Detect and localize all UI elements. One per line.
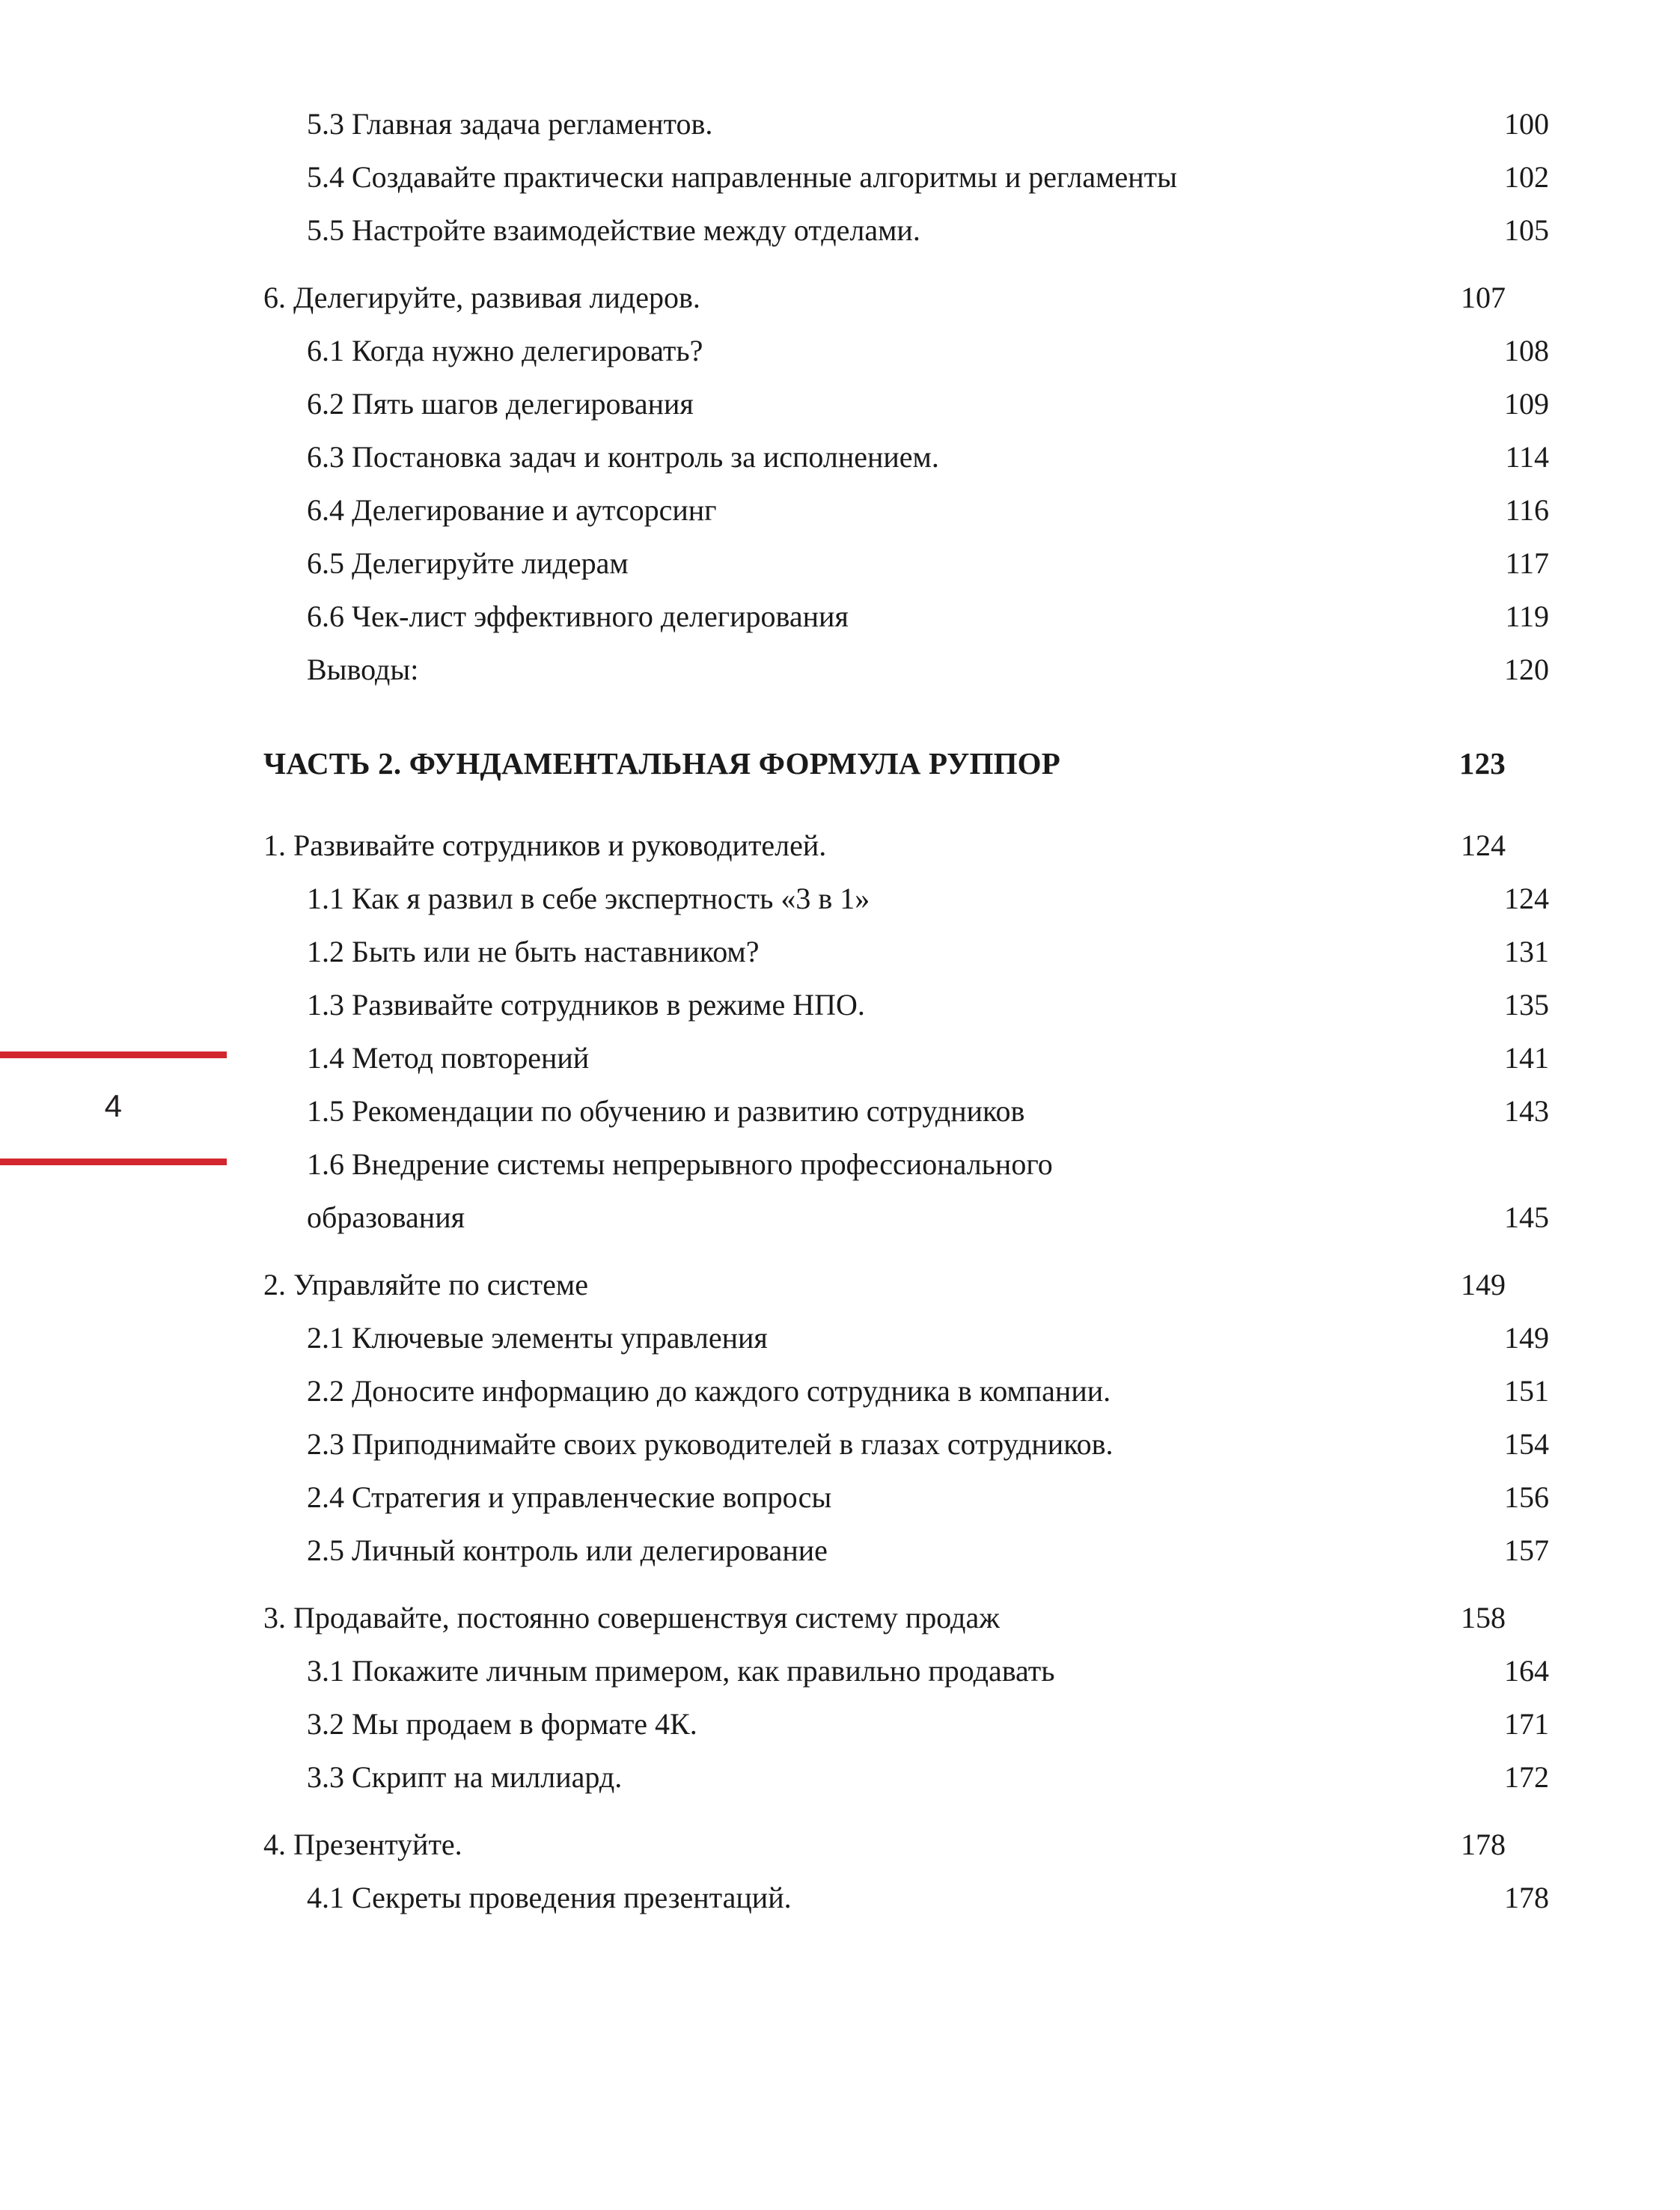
toc-entry-title: 6.6 Чек-лист эффективного делегирования: [307, 599, 849, 633]
toc-entry-title: 3.2 Мы продаем в формате 4К.: [307, 1707, 697, 1741]
toc-entry-title: 1.5 Рекомендации по обучению и развитию сотрудников: [307, 1094, 1025, 1128]
leader-dots: [622, 1757, 1500, 1787]
toc-entry[interactable]: [307, 1031, 1549, 1084]
toc-entry[interactable]: [307, 430, 1549, 483]
page-number: 4: [104, 1088, 123, 1123]
toc-entry-page: 105: [1504, 213, 1549, 247]
toc-entry-title: 4.1 Секреты проведения презентаций.: [307, 1881, 792, 1914]
leader-dots: [826, 825, 1456, 855]
toc-entry-page: 135: [1504, 988, 1549, 1022]
toc-entry-page: 151: [1504, 1374, 1549, 1408]
toc-entry-title: 1.2 Быть или не быть наставником?: [307, 935, 760, 968]
toc-group-chapter-2-4: [263, 1258, 1549, 1924]
toc-entry-title: 6. Делегируйте, развивая лидеров.: [263, 281, 700, 314]
leader-dots: [1177, 157, 1500, 187]
toc-entry[interactable]: [307, 1524, 1549, 1577]
toc-entry-page: 172: [1504, 1760, 1549, 1794]
leader-dots: [831, 1477, 1500, 1507]
toc-entry-page: 119: [1505, 599, 1549, 633]
toc-entry-title-line1: 1.6 Внедрение системы непрерывного профессионального: [307, 1147, 1053, 1181]
toc-entry[interactable]: [307, 1311, 1549, 1364]
toc-entry[interactable]: [307, 1697, 1549, 1750]
toc-entry-page: 164: [1504, 1654, 1549, 1688]
toc-entry-page: 117: [1505, 546, 1549, 580]
toc-part-title: ЧАСТЬ 2. ФУНДАМЕНТАЛЬНАЯ ФОРМУЛА РУППОР: [263, 746, 1061, 781]
toc-entry-title: 1.4 Метод повторений: [307, 1041, 590, 1075]
toc-entry-page: 178: [1461, 1828, 1506, 1861]
toc-part-heading[interactable]: [263, 737, 1506, 790]
toc-entry-title: Выводы:: [307, 653, 419, 686]
toc-entry-page: 124: [1504, 882, 1549, 915]
toc-entry-title: 2.3 Приподнимайте своих руководителей в глазах сотрудников.: [307, 1427, 1114, 1461]
toc-entry[interactable]: [307, 97, 1549, 150]
toc-entry-title: 6.4 Делегирование и аутсорсинг: [307, 493, 717, 527]
toc-entry-title: 5.4 Создавайте практически направленные алгоритмы и регламенты: [307, 160, 1177, 194]
toc-entry-page: 114: [1505, 440, 1549, 474]
toc-entry-title: 6.5 Делегируйте лидерам: [307, 546, 629, 580]
leader-dots: [1055, 1651, 1500, 1681]
toc-entry-title: 5.3 Главная задача регламентов.: [307, 107, 713, 141]
leader-dots: [865, 985, 1500, 1015]
leader-dots: [792, 1878, 1500, 1908]
toc-entry-page: 154: [1504, 1427, 1549, 1461]
toc-entry-page: 143: [1504, 1094, 1549, 1128]
toc-entry-title-line2: образования: [307, 1200, 465, 1234]
toc-entry[interactable]: [307, 1364, 1549, 1417]
folio-rule-top: [0, 1051, 227, 1058]
toc-entry-title: 3. Продавайте, постоянно совершенствуя систему продаж: [263, 1601, 1000, 1634]
toc-entry[interactable]: [307, 324, 1549, 377]
leader-dots: [1000, 1598, 1456, 1628]
toc-entry[interactable]: [307, 483, 1549, 537]
leader-dots: [712, 104, 1500, 134]
leader-dots: [418, 650, 1500, 680]
toc-entry-title: 2.2 Доносите информацию до каждого сотрудника в компании.: [307, 1374, 1111, 1408]
toc-entry-title: 6.2 Пять шагов делегирования: [307, 387, 694, 421]
toc-entry-page: 145: [1504, 1200, 1549, 1234]
leader-dots: [462, 1825, 1456, 1855]
toc-entry-page: 171: [1504, 1707, 1549, 1741]
toc-entry-page: 124: [1461, 828, 1506, 862]
leader-dots: [1024, 1091, 1500, 1121]
toc-entry-title: 2.4 Стратегия и управленческие вопросы: [307, 1480, 832, 1514]
leader-dots: [1111, 1371, 1500, 1401]
toc-entry[interactable]: [263, 1591, 1506, 1644]
toc-entry-page: 149: [1461, 1268, 1506, 1301]
leader-dots: [629, 543, 1500, 573]
toc-entry[interactable]: [263, 819, 1506, 872]
toc-entry-page: 108: [1504, 334, 1549, 367]
leader-dots: [717, 490, 1500, 520]
leader-dots: [1060, 743, 1456, 774]
toc-entry-title: 1.3 Развивайте сотрудников в режиме НПО.: [307, 988, 865, 1022]
folio-rule-bottom: [0, 1159, 227, 1165]
toc-entry-title: 3.1 Покажите личным примером, как правильно продавать: [307, 1654, 1055, 1688]
leader-dots: [694, 384, 1500, 414]
toc-entry-title: 4. Презентуйте.: [263, 1828, 462, 1861]
toc-entry[interactable]: [307, 1417, 1549, 1471]
toc-entry[interactable]: [307, 925, 1549, 978]
toc-entry-title: 6.3 Постановка задач и контроль за исполнением.: [307, 440, 939, 474]
folio-block: [0, 1051, 227, 1171]
toc-entry-title: 5.5 Настройте взаимодействие между отделами.: [307, 213, 920, 247]
leader-dots: [588, 1265, 1456, 1295]
toc-entry-page: 157: [1504, 1533, 1549, 1567]
leader-dots: [849, 596, 1500, 626]
toc-group-chapter-1: [263, 819, 1549, 1138]
toc-entry[interactable]: [307, 150, 1549, 204]
toc-entry-page: 107: [1461, 281, 1506, 314]
toc-entry[interactable]: [307, 1471, 1549, 1524]
leader-dots: [768, 1318, 1500, 1348]
toc-entry-title: 2. Управляйте по системе: [263, 1268, 588, 1301]
toc-entry-page: 141: [1504, 1041, 1549, 1075]
toc-entry[interactable]: [307, 1871, 1549, 1924]
toc-entry[interactable]: [307, 872, 1549, 925]
toc-entry-page: 100: [1504, 107, 1549, 141]
leader-dots: [760, 932, 1500, 962]
toc-entry[interactable]: [307, 204, 1549, 257]
leader-dots: [920, 210, 1500, 240]
toc-entry-page: 156: [1504, 1480, 1549, 1514]
toc-entry-page: 120: [1504, 653, 1549, 686]
toc-entry[interactable]: [307, 1750, 1549, 1804]
table-of-contents: [263, 97, 1549, 1924]
toc-entry-page: 149: [1504, 1321, 1549, 1355]
leader-dots: [703, 331, 1500, 361]
toc-entry[interactable]: [307, 590, 1549, 643]
toc-entry[interactable]: [263, 1818, 1506, 1871]
leader-dots: [697, 1704, 1500, 1734]
toc-entry-page: 131: [1504, 935, 1549, 968]
leader-dots: [1114, 1424, 1500, 1454]
toc-entry-page: 116: [1505, 493, 1549, 527]
toc-entry[interactable]: [307, 643, 1549, 696]
leader-dots: [939, 437, 1500, 467]
toc-entry[interactable]: [263, 271, 1506, 324]
leader-dots: [465, 1197, 1500, 1227]
toc-entry-page: 158: [1461, 1601, 1506, 1634]
leader-dots: [589, 1038, 1500, 1068]
toc-entry-title: 6.1 Когда нужно делегировать?: [307, 334, 703, 367]
toc-entry-page: 109: [1504, 387, 1549, 421]
toc-group-chapter-5-6: [263, 97, 1549, 696]
toc-entry[interactable]: [307, 377, 1549, 430]
toc-entry-line2: [307, 1191, 1549, 1244]
toc-entry[interactable]: [263, 1258, 1506, 1311]
toc-entry-title: 2.1 Ключевые элементы управления: [307, 1321, 768, 1355]
toc-entry-page: 178: [1504, 1881, 1549, 1914]
toc-entry-page: 102: [1504, 160, 1549, 194]
leader-dots: [870, 879, 1500, 909]
toc-entry-title: 1. Развивайте сотрудников и руководителей.: [263, 828, 827, 862]
toc-entry-wrapped[interactable]: [307, 1138, 1549, 1244]
toc-entry[interactable]: [307, 1084, 1549, 1138]
leader-dots: [828, 1530, 1500, 1560]
toc-entry-title: 2.5 Личный контроль или делегирование: [307, 1533, 828, 1567]
toc-entry-title: 3.3 Скрипт на миллиард.: [307, 1760, 623, 1794]
leader-dots: [700, 278, 1456, 308]
toc-entry[interactable]: [307, 978, 1549, 1031]
toc-entry[interactable]: [307, 1644, 1549, 1697]
toc-part-page: 123: [1458, 746, 1506, 781]
toc-entry[interactable]: [307, 537, 1549, 590]
toc-entry-title: 1.1 Как я развил в себе экспертность «3 в 1»: [307, 882, 870, 915]
